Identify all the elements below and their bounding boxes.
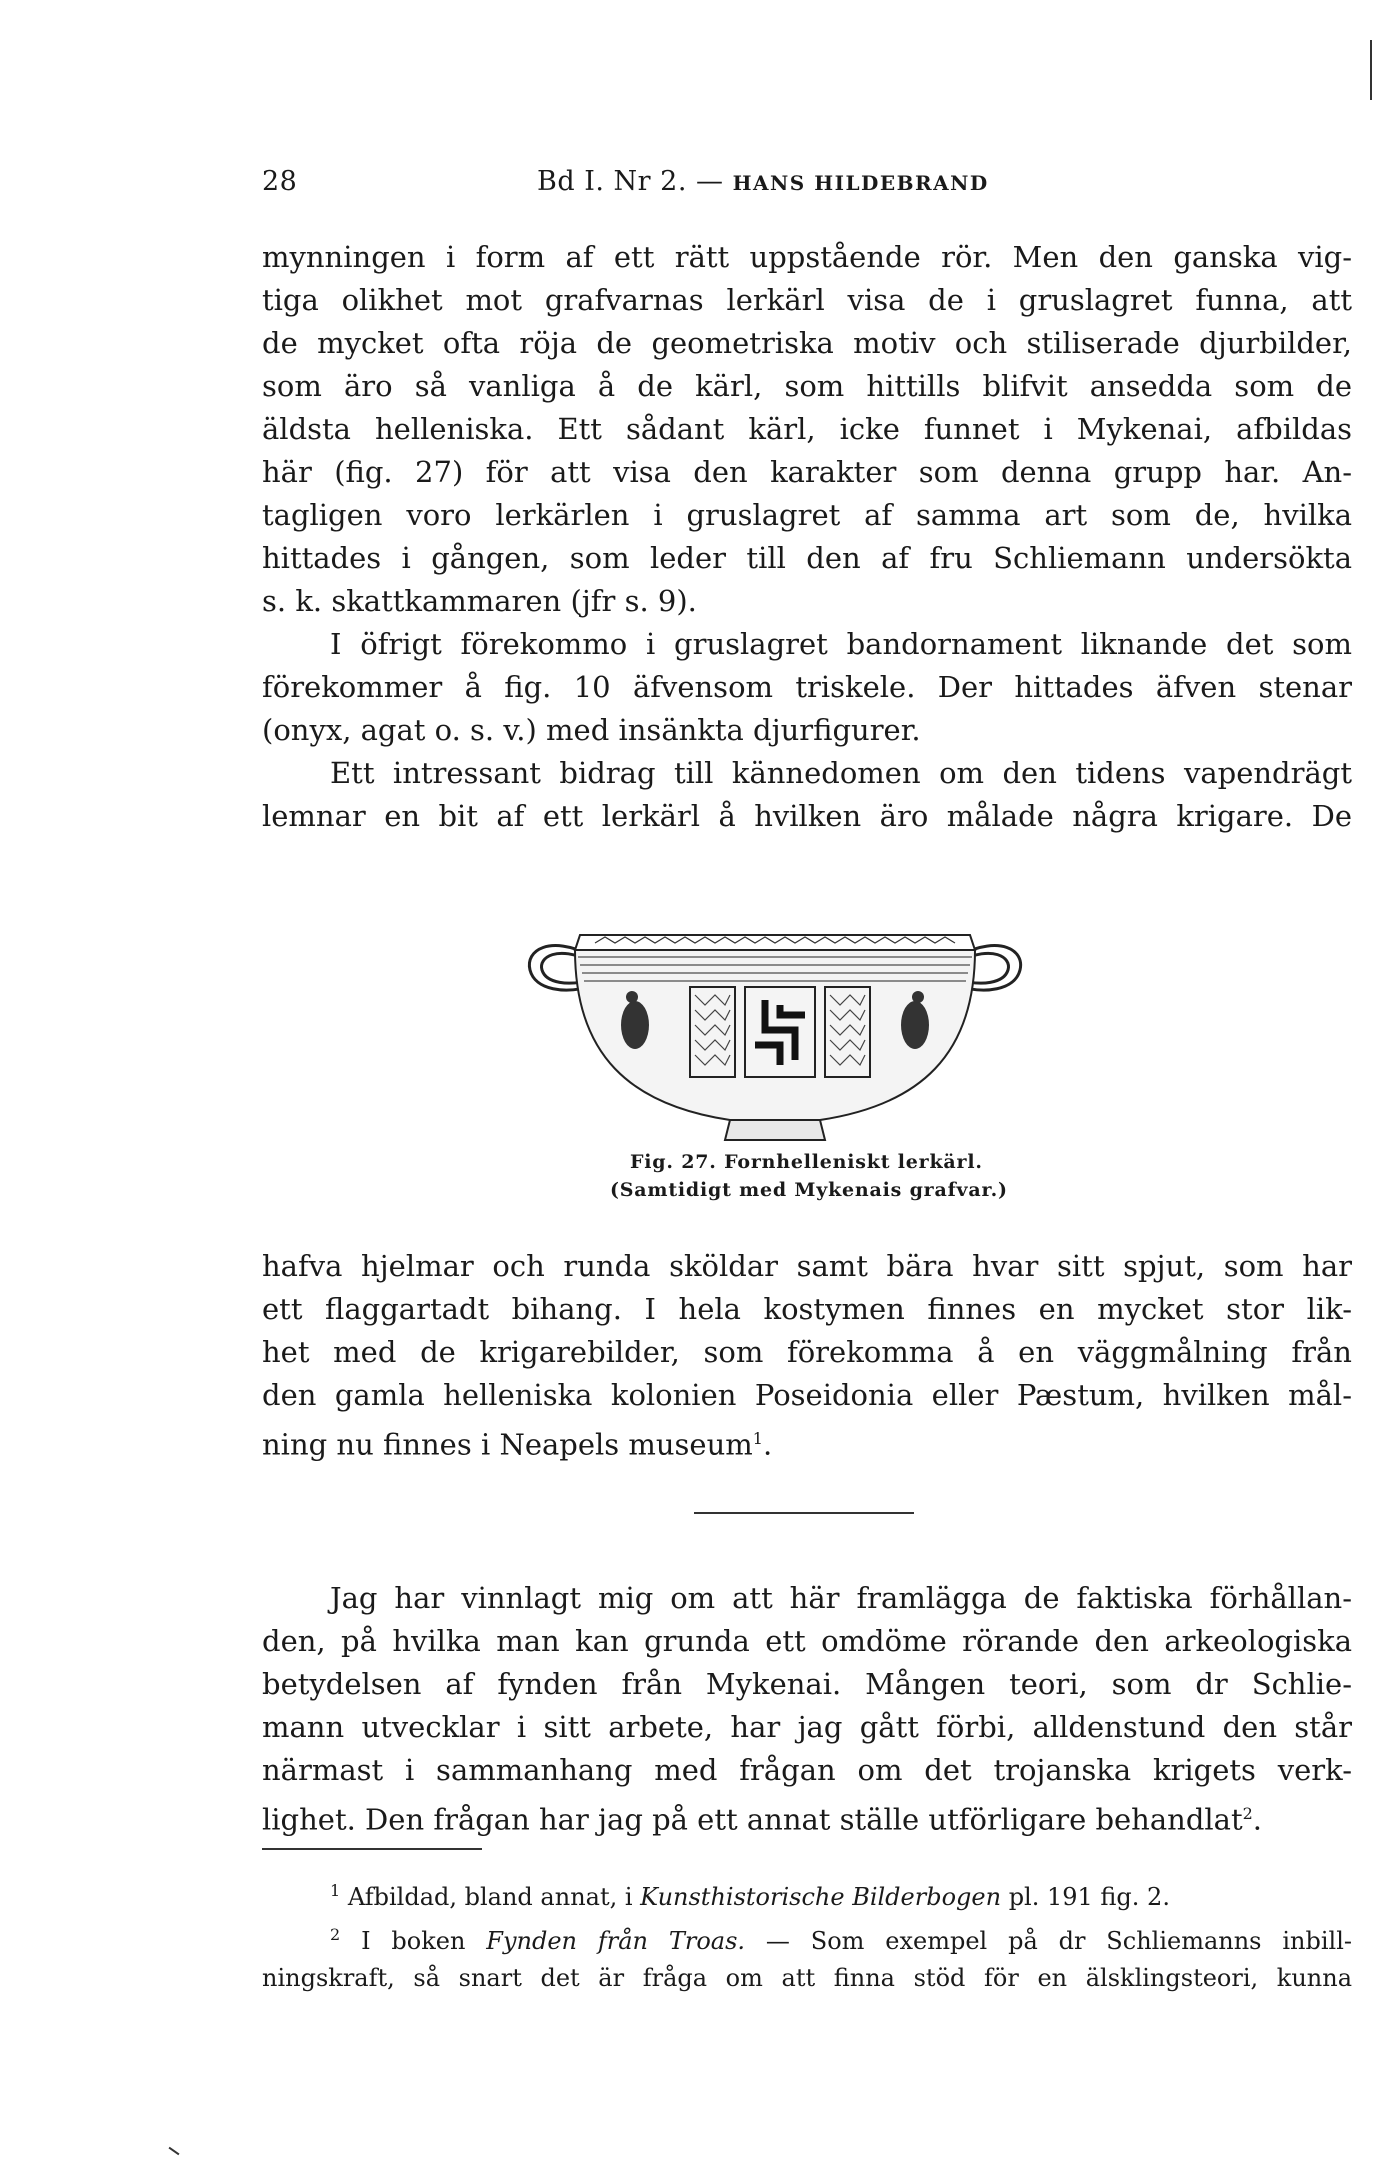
text-line: den gamla helleniska kolonien Poseidonia eller Pæstum, hvilken mål- [262,1378,1352,1412]
vase-foot [725,1120,825,1140]
text-line: mann utvecklar i sitt arbete, har jag gått förbi, alldenstund den står [262,1710,1352,1744]
text-line: tiga olikhet mot grafvarnas lerkärl visa de i gruslagret funna, att [262,283,1352,317]
footnote-text: pl. 191 fig. 2. [1001,1883,1170,1911]
text-fragment: ning nu finnes i Neapels museum [262,1427,753,1462]
paragraph-3 [262,752,1352,838]
text-line: lemnar en bit af ett lerkärl å hvilken äro målade några krigare. De [262,799,1352,833]
text-fragment: lighet. Den frågan har jag på ett annat ställe utförligare behandlat [262,1802,1243,1837]
text-line: s. k. skattkammaren (jfr s. 9). [262,584,697,618]
text-line: äldsta helleniska. Ett sådant kärl, icke funnet i Mykenai, afbildas [262,412,1352,446]
paragraph-2 [262,623,1352,752]
text-line: Jag har vinnlagt mig om att här framlägga de faktiska förhållan- [330,1581,1352,1615]
text-line: närmast i sammanhang med frågan om det trojanska krigets verk- [262,1753,1352,1787]
text-line: förekommer å fig. 10 äfvensom triskele. Der hittades äfven stenar [262,670,1352,704]
text-line: ett flaggartadt bihang. I hela kostymen finnes en mycket stor lik- [262,1292,1352,1326]
paragraph-1 [262,236,1352,623]
text-fragment: . [1252,1802,1263,1837]
caption-line: (Samtidigt med Mykenais grafvar.) [610,1179,1008,1201]
paragraph-4 [262,1245,1352,1467]
running-title [537,166,989,197]
figure-caption [610,1148,1030,1204]
text-line: het med de krigarebilder, som förekomma å en väggmålning från [262,1335,1352,1369]
footnote-mark: 2 [330,1925,341,1944]
text-line [262,1417,1352,1467]
footnote-1 [262,1872,1352,1916]
section-divider [694,1512,914,1514]
caption-line: Fig. 27. Fornhelleniskt lerkärl. [630,1151,983,1173]
text-line: mynningen i form af ett rätt uppstående rör. Men den ganska vig- [262,240,1352,274]
text-fragment: . [762,1427,773,1462]
footnote-ref[interactable]: 1 [752,1429,763,1448]
book-title: Fynden från Troas. [486,1927,746,1955]
text-line: Ett intressant bidrag till kännedomen om den tidens vapendrägt [330,756,1352,790]
text-line: (onyx, agat o. s. v.) med insänkta djurfigurer. [262,713,921,747]
text-line: som äro så vanliga å de kärl, som hittills blifvit ansedda som de [262,369,1352,403]
text-line: här (fig. 27) för att visa den karakter som denna grupp har. An- [262,455,1352,489]
footnote-text: ningskraft, så snart det är fråga om att finna stöd för en älsklingsteori, kunna [262,1964,1352,1992]
author-name: HANS HILDEBRAND [732,171,989,195]
footnote-text: I boken [361,1927,487,1955]
text-line: betydelsen af fynden från Mykenai. Mången teori, som dr Schlie- [262,1667,1352,1701]
text-line [262,1792,1352,1842]
scan-mark [169,2147,180,2156]
volume-label: Bd I. Nr 2. — [537,166,724,197]
footnote-2 [262,1916,1352,1960]
footnote-text: — Som exempel på dr Schliemanns inbill- [745,1927,1352,1955]
text-line: hittades i gången, som leder till den af fru Schliemann undersökta [262,541,1352,575]
text-line: tagligen voro lerkärlen i gruslagret af samma art som de, hvilka [262,498,1352,532]
footnote-divider [262,1848,482,1850]
ancient-vase-illustration [520,895,1030,1180]
footnote-text: Afbildad, bland annat, i [347,1883,641,1911]
text-line: hafva hjelmar och runda sköldar samt bära hvar sitt spjut, som har [262,1249,1352,1283]
footnote-ref[interactable]: 2 [1242,1804,1253,1823]
text-line: den, på hvilka man kan grunda ett omdöme rörande den arkeologiska [262,1624,1352,1658]
text-line: I öfrigt förekommo i gruslagret bandornament liknande det som [330,627,1352,661]
footnotes [262,1872,1352,1997]
paragraph-5 [262,1577,1352,1842]
book-title: Kunsthistorische Bilderbogen [640,1883,1002,1911]
scan-mark [1370,40,1372,100]
page-number: 28 [262,166,298,197]
footnote-mark: 1 [330,1881,341,1900]
text-line: de mycket ofta röja de geometriska motiv och stiliserade djurbilder, [262,326,1352,360]
